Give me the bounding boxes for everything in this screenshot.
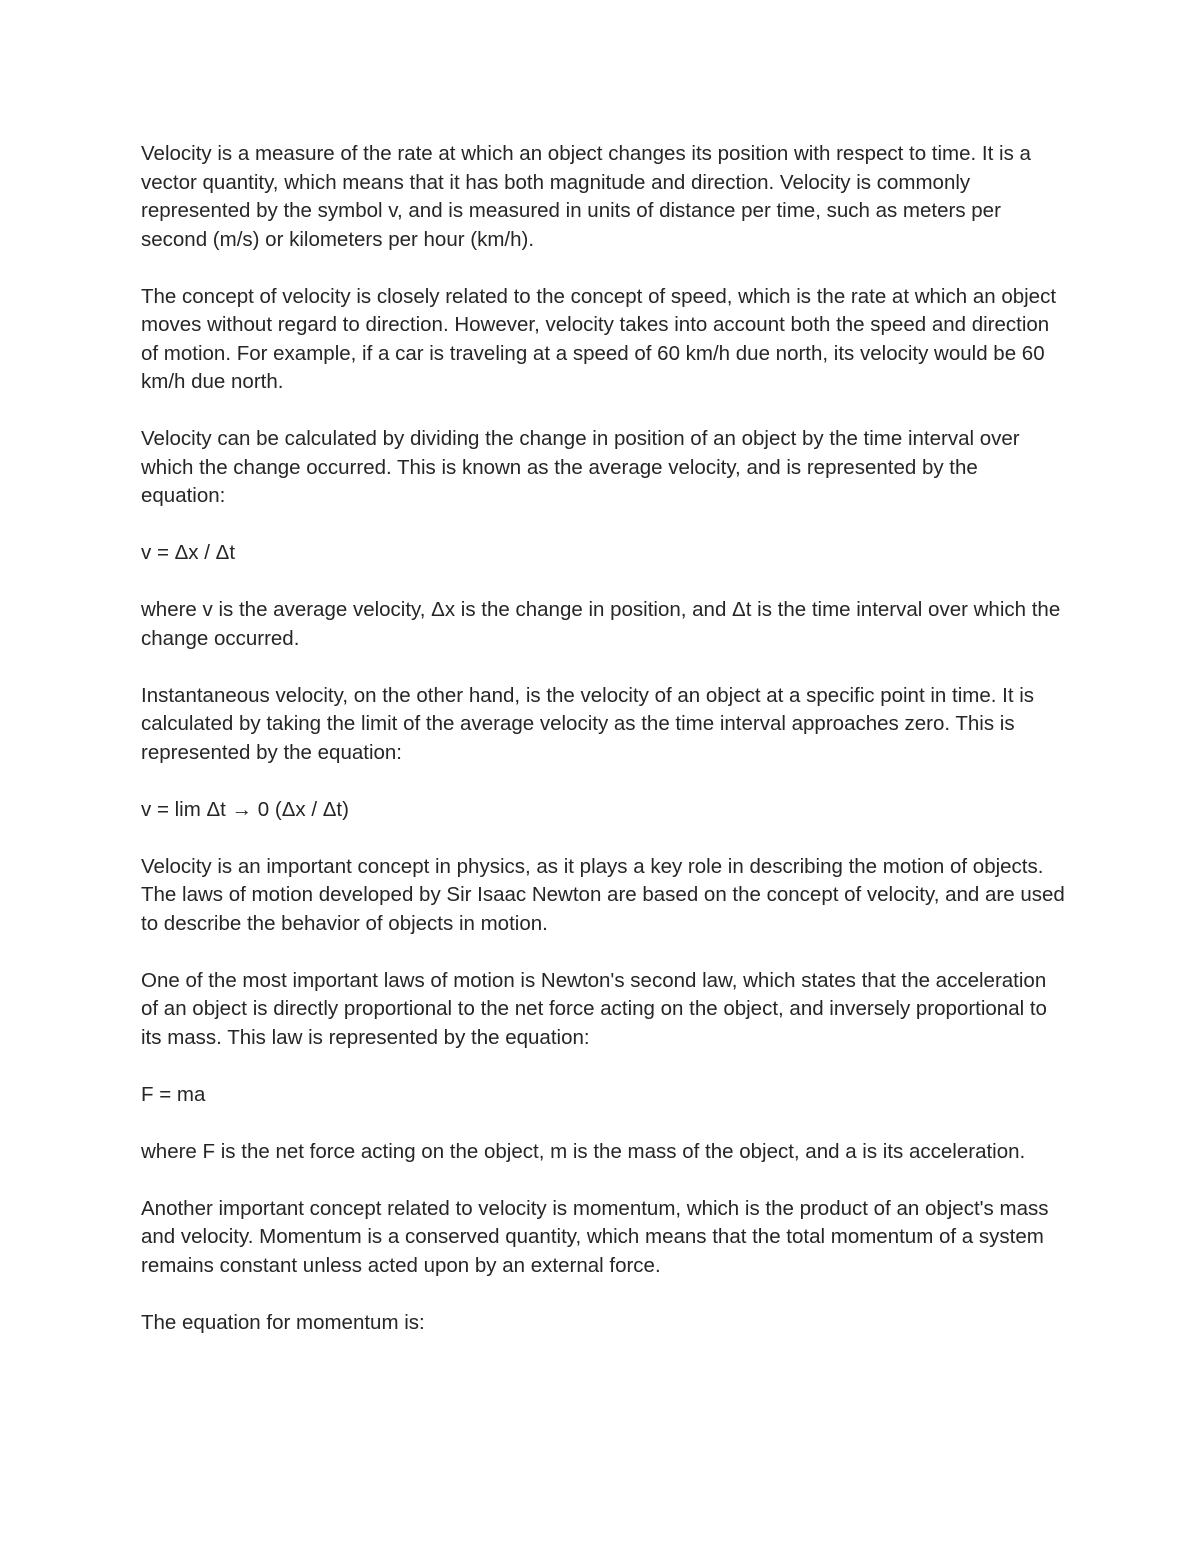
paragraph-newtons-second-law: One of the most important laws of motion is Newton's second law, which states that the acceleration of an object is directly proportional to the net force acting on the object, and inversely proportional to its mass. This law is represented by the equation:	[141, 968, 1047, 1049]
paragraph-velocity-definition: Velocity is a measure of the rate at which an object changes its position with respect to time. It is a vector quantity, which means that it has both magnitude and direction. Velocity is commonly represented by the symbol v, and is measured in units of distance per time, such as meters per second (m/s) or kilometers per hour (km/h).	[141, 142, 1031, 251]
paragraph-average-velocity-terms: where v is the average velocity, Δx is the change in position, and Δt is the time interval over which the change occurred.	[141, 598, 1061, 650]
paragraph-momentum-equation-intro: The equation for momentum is:	[141, 1310, 425, 1334]
paragraph-momentum: Another important concept related to velocity is momentum, which is the product of an object's mass and velocity. Momentum is a conserved quantity, which means that the total momentum of a system remains constant unless acted upon by an external force.	[141, 1196, 1049, 1277]
paragraph-velocity-in-physics: Velocity is an important concept in physics, as it plays a key role in describing the motion of objects. The laws of motion developed by Sir Isaac Newton are based on the concept of velocity, and are used to describe the behavior of objects in motion.	[141, 854, 1065, 935]
equation-newtons-second-law: F = ma	[141, 1082, 206, 1106]
paragraph-force-terms: where F is the net force acting on the object, m is the mass of the object, and a is its acceleration.	[141, 1139, 1026, 1163]
document-body	[141, 140, 1066, 1337]
equation-instantaneous-velocity: v = lim Δt → 0 (Δx / Δt)	[141, 797, 349, 821]
equation-average-velocity: v = Δx / Δt	[141, 541, 236, 564]
paragraph-average-velocity: Velocity can be calculated by dividing the change in position of an object by the time interval over which the change occurred. This is known as the average velocity, and is represented by the equation:	[141, 427, 1020, 507]
paragraph-velocity-vs-speed: The concept of velocity is closely related to the concept of speed, which is the rate at which an object moves without regard to direction. However, velocity takes into account both the speed and direction of motion. For example, if a car is traveling at a speed of 60 km/h due north, its velocity would be 60 km/h due north.	[141, 284, 1057, 393]
paragraph-instantaneous-velocity: Instantaneous velocity, on the other hand, is the velocity of an object at a specific point in time. It is calculated by taking the limit of the average velocity as the time interval approaches zero. This is represented by the equation:	[141, 683, 1035, 764]
